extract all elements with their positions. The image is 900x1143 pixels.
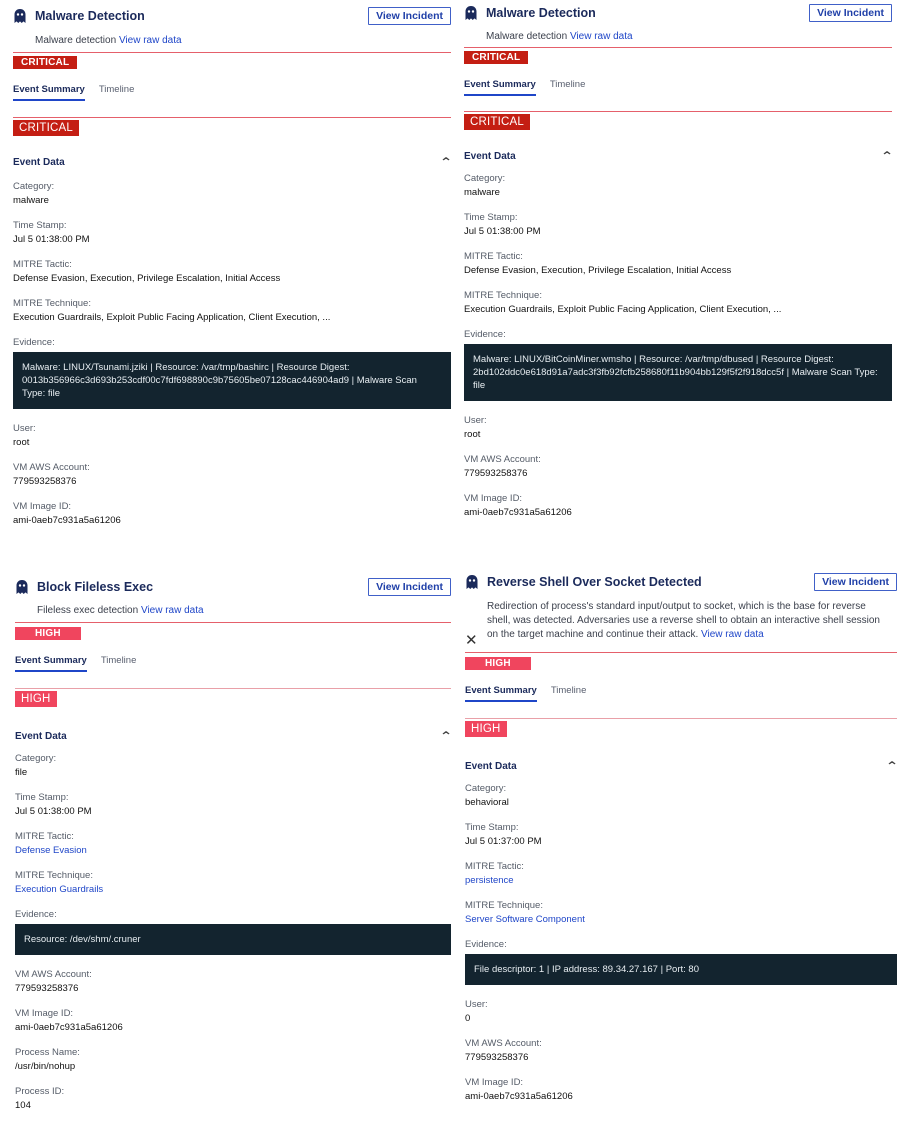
tab-event-summary[interactable]: Event Summary [15,655,87,672]
mitre-technique-link[interactable]: Server Software Component [465,914,585,925]
field-evidence [465,939,897,985]
field-value: Jul 5 01:38:00 PM [13,234,90,245]
evidence-box: Malware: LINUX/Tsunami.jziki | Resource: /var/tmp/bashirc | Resource Digest: 0013b356966c3d693b253cdf00c7fdf698890c9b75605be07128cac446904ad9 | Malware Scan Type: file [13,352,451,409]
field-time-stamp [464,212,892,237]
severity-badge-large: CRITICAL [13,120,79,136]
section-title: Event Data [15,730,67,742]
field-label: VM AWS Account: [15,969,92,980]
ghost-icon [15,579,29,595]
field-value: Jul 5 01:37:00 PM [465,836,542,847]
field-value: behavioral [465,797,509,808]
field-process-id [15,1086,451,1111]
description-text: Fileless exec detection [37,605,139,616]
description-text: Malware detection [35,35,117,46]
field-vm-aws-account [465,1038,897,1063]
field-mitre-technique [464,290,892,315]
field-value: Execution Guardrails, Exploit Public Facing Application, Client Execution, ... [13,312,331,323]
field-value: Execution Guardrails, Exploit Public Facing Application, Client Execution, ... [464,304,782,315]
field-category [465,783,897,808]
tab-bar [13,84,451,101]
alert-panel-malware-1 [13,5,451,526]
field-label: Category: [13,181,55,192]
close-icon[interactable]: ✕ [465,632,478,649]
description-text: Redirection of process's standard input/output to socket, which is the base for reverse shell, was detected. Adversaries use a reverse shell to obtain an interactive shell session on the target machine and continue their attack. [487,601,880,640]
alert-title: Reverse Shell Over Socket Detected [487,575,702,589]
field-mitre-technique [15,870,451,895]
severity-badge-large: HIGH [465,721,507,737]
field-label: VM Image ID: [465,1077,524,1088]
alert-title: Block Fileless Exec [37,580,154,594]
ghost-icon [465,574,479,590]
severity-badge-large: HIGH [15,691,57,707]
field-value: Jul 5 01:38:00 PM [15,806,92,817]
field-value: malware [464,187,500,198]
field-value: root [13,437,30,448]
evidence-box: Resource: /dev/shm/.cruner [15,924,451,955]
field-label: Time Stamp: [15,792,69,803]
tab-timeline[interactable]: Timeline [100,655,137,666]
field-label: VM AWS Account: [13,462,90,473]
view-incident-button[interactable]: View Incident [814,573,897,591]
field-label: VM AWS Account: [464,454,541,465]
field-evidence [13,337,451,409]
field-label: Evidence: [15,909,57,920]
tab-bar [465,685,897,702]
event-data-header[interactable] [465,759,897,773]
view-raw-data-link[interactable]: View raw data [140,605,204,616]
alert-panel-reverse-shell [465,571,897,1102]
alert-title: Malware Detection [35,9,145,23]
field-vm-aws-account [13,462,451,487]
field-evidence [464,329,892,401]
field-label: MITRE Technique: [464,290,542,301]
field-label: VM Image ID: [13,501,72,512]
field-value: 779593258376 [13,476,77,487]
field-time-stamp [15,792,451,817]
severity-badge: CRITICAL [464,51,528,64]
field-mitre-tactic [464,251,892,276]
field-value: 779593258376 [15,983,79,994]
mitre-technique-link[interactable]: Execution Guardrails [15,884,104,895]
tab-bar [15,655,451,672]
severity-badge-large: CRITICAL [464,114,530,130]
field-value: malware [13,195,49,206]
description-text: Malware detection [486,31,568,42]
view-incident-button[interactable]: View Incident [809,4,892,22]
field-user [464,415,892,440]
field-mitre-technique [13,298,451,323]
field-value: Defense Evasion, Execution, Privilege Escalation, Initial Access [13,273,281,284]
field-label: Evidence: [465,939,507,950]
alert-description [465,600,897,642]
chevron-up-icon[interactable]: ⌃ [880,149,894,163]
alert-panel-fileless-exec [15,576,451,1111]
ghost-icon [13,8,27,24]
chevron-up-icon[interactable]: ⌃ [439,729,453,743]
evidence-box: Malware: LINUX/BitCoinMiner.wmsho | Resource: /var/tmp/dbused | Resource Digest: 2bd102ddc0e618d91a7adc3f3fb92fcfb258680f11b904bb129f5f2f918dcc5f | Malware Scan Type: file [464,344,892,401]
field-label: MITRE Technique: [465,900,543,911]
field-vm-image-id [13,501,451,526]
field-mitre-tactic [13,259,451,284]
mitre-tactic-link[interactable]: Defense Evasion [15,845,87,856]
field-label: Category: [15,753,57,764]
field-label: User: [465,999,488,1010]
evidence-box: File descriptor: 1 | IP address: 89.34.27.167 | Port: 80 [465,954,897,985]
field-label: VM Image ID: [464,493,523,504]
event-data-header[interactable] [15,729,451,743]
field-mitre-technique [465,900,897,925]
tab-event-summary[interactable]: Event Summary [465,685,537,702]
field-label: Process Name: [15,1047,80,1058]
field-label: Time Stamp: [464,212,518,223]
field-label: VM Image ID: [15,1008,74,1019]
ghost-icon [464,5,478,21]
field-value: /usr/bin/nohup [15,1061,76,1072]
field-user [13,423,451,448]
field-vm-aws-account [15,969,451,994]
field-label: Time Stamp: [13,220,67,231]
field-label: User: [13,423,36,434]
event-data-header[interactable] [13,155,451,169]
view-raw-data-link[interactable]: View raw data [701,629,764,640]
field-value: Jul 5 01:38:00 PM [464,226,541,237]
field-value: ami-0aeb7c931a5a61206 [465,1091,573,1102]
field-value: ami-0aeb7c931a5a61206 [13,515,121,526]
field-vm-image-id [15,1008,451,1033]
tab-timeline[interactable]: Timeline [549,79,586,90]
field-value: ami-0aeb7c931a5a61206 [15,1022,123,1033]
section-title: Event Data [13,156,65,168]
field-evidence [15,909,451,955]
field-label: MITRE Technique: [13,298,91,309]
field-label: Evidence: [13,337,55,348]
view-incident-button[interactable]: View Incident [368,7,451,25]
field-label: MITRE Tactic: [15,831,74,842]
event-data-header[interactable] [464,149,892,163]
view-raw-data-link[interactable]: View raw data [569,31,633,42]
field-label: MITRE Tactic: [13,259,72,270]
field-label: VM AWS Account: [465,1038,542,1049]
field-value: Defense Evasion, Execution, Privilege Escalation, Initial Access [464,265,732,276]
mitre-tactic-link[interactable]: persistence [465,875,514,886]
tab-timeline[interactable]: Timeline [550,685,587,696]
tab-event-summary[interactable]: Event Summary [464,79,536,96]
field-value: 779593258376 [465,1052,529,1063]
alert-title: Malware Detection [486,6,596,20]
field-vm-aws-account [464,454,892,479]
tab-timeline[interactable]: Timeline [98,84,135,95]
field-value: root [464,429,481,440]
chevron-up-icon[interactable]: ⌃ [439,155,453,169]
alert-description [13,34,451,48]
severity-badge: HIGH [465,657,531,670]
field-value: 0 [465,1013,471,1024]
severity-badge: CRITICAL [13,56,77,69]
field-time-stamp [13,220,451,245]
field-mitre-tactic [15,831,451,856]
alert-description [464,30,892,44]
field-label: MITRE Tactic: [464,251,523,262]
field-vm-image-id [464,493,892,518]
field-label: Time Stamp: [465,822,519,833]
field-mitre-tactic [465,861,897,886]
section-title: Event Data [465,760,517,772]
field-category [15,753,451,778]
view-raw-data-link[interactable]: View raw data [118,35,182,46]
tab-event-summary[interactable]: Event Summary [13,84,85,101]
field-value: ami-0aeb7c931a5a61206 [464,507,572,518]
field-label: Category: [465,783,507,794]
tab-bar [464,79,892,96]
view-incident-button[interactable]: View Incident [368,578,451,596]
section-title: Event Data [464,150,516,162]
alert-panel-malware-2 [464,2,892,518]
field-value: file [15,767,28,778]
field-label: Category: [464,173,506,184]
field-value: 104 [15,1100,31,1111]
field-value: 779593258376 [464,468,528,479]
field-time-stamp [465,822,897,847]
field-label: MITRE Tactic: [465,861,524,872]
field-category [13,181,451,206]
field-category [464,173,892,198]
field-label: User: [464,415,487,426]
field-process-name [15,1047,451,1072]
field-user [465,999,897,1024]
alert-description [15,604,451,618]
field-label: Process ID: [15,1086,65,1097]
chevron-up-icon[interactable]: ⌃ [885,759,899,773]
field-vm-image-id [465,1077,897,1102]
field-label: MITRE Technique: [15,870,93,881]
severity-badge: HIGH [15,627,81,640]
field-label: Evidence: [464,329,506,340]
